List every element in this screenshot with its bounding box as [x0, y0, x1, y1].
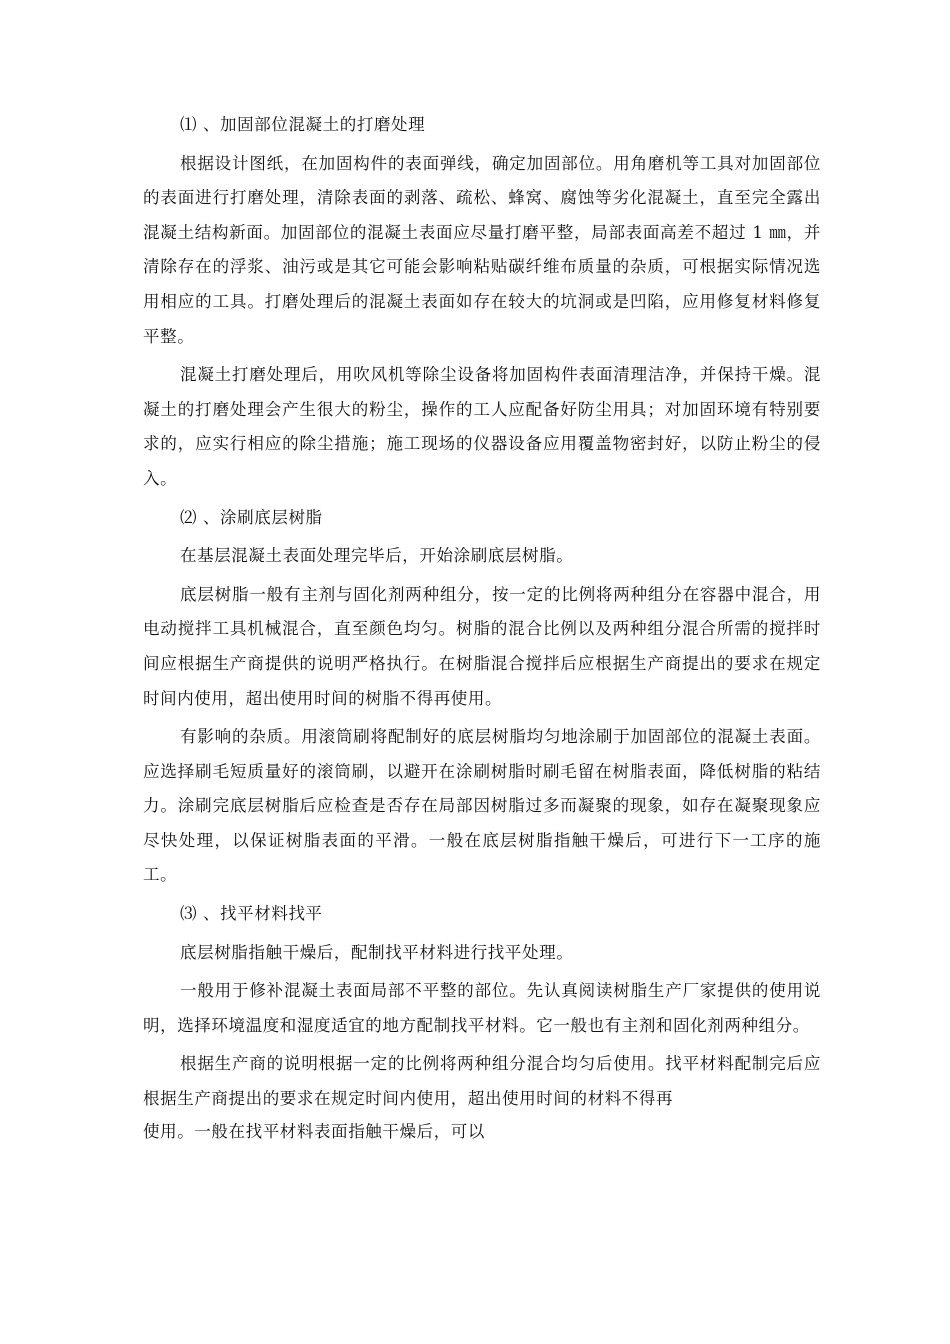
paragraph-leveling-mixing: 根据生产商的说明根据一定的比例将两种组分混合均匀后使用。找平材料配制完后应根据生产商提出的要求在规定时间内使用，超出使用时间的材料不得再	[143, 1054, 821, 1109]
paragraph-leveling-usage: 一般用于修补混凝土表面局部不平整的部位。先认真阅读树脂生产厂家提供的使用说明，选择环境温度和湿度适宜的地方配制找平材料。它一般也有主剂和固化剂两种组分。	[143, 981, 821, 1035]
section-heading-2: ⑵ 、涂刷底层树脂	[180, 507, 323, 527]
paragraph-primer-start: 在基层混凝土表面处理完毕后，开始涂刷底层树脂。	[180, 546, 574, 566]
paragraph-primer-mixing: 底层树脂一般有主剂与固化剂两种组分，按一定的比例将两种组分在容器中混合，用电动搅拌工具机械混合，直至颜色均匀。树脂的混合比例以及两种组分混合所需的搅拌时间应根据生产商提供的说明严格执行。在树脂混合搅拌后应根据生产商提出的要求在规定时间内使用，超出使用时间的树脂不得再使用。	[143, 584, 821, 708]
section-heading-3: ⑶ 、找平材料找平	[180, 904, 323, 924]
paragraph-dust-removal: 混凝土打磨处理后，用吹风机等除尘设备将加固构件表面清理洁净，并保持干燥。混凝土的打磨处理会产生很大的粉尘，操作的工人应配备好防尘用具；对加固环境有特别要求的，应实行相应的除尘措施；施工现场的仪器设备应用覆盖物密封好，以防止粉尘的侵入。	[143, 365, 821, 488]
paragraph-leveling-start: 底层树脂指触干燥后，配制找平材料进行找平处理。	[180, 942, 574, 962]
section-heading-1: ⑴ 、加固部位混凝土的打磨处理	[180, 115, 426, 134]
document-body	[143, 108, 821, 1147]
paragraph-grinding: 根据设计图纸，在加固构件的表面弹线，确定加固部位。用角磨机等工具对加固部位的表面进行打磨处理，清除表面的剥落、疏松、蜂窝、腐蚀等劣化混凝土，直至完全露出混凝土结构新面。加固部位的混凝土表面应尽量打磨平整，局部表面高差不超过 1 ㎜，并清除存在的浮浆、油污或是其它可能会影响粘贴碳纤维布质量的杂质，可根据实际情况选用相应的工具。打磨处理后的混凝土表面如存在较大的坑洞或是凹陷，应用修复材料修复平整。	[143, 153, 821, 346]
paragraph-primer-application: 有影响的杂质。用滚筒刷将配制好的底层树脂均匀地涂刷于加固部位的混凝土表面。应选择刷毛短质量好的滚筒刷，以避开在涂刷树脂时刷毛留在树脂表面，降低树脂的粘结力。涂刷完底层树脂后应检查是否存在局部因树脂过多而凝聚的现象，如存在凝聚现象应尽快处理，以保证树脂表面的平滑。一般在底层树脂指触干燥后，可进行下一工序的施工。	[143, 727, 821, 885]
paragraph-tail-line: 使用。一般在找平材料表面指触干燥后，可以	[143, 1121, 485, 1141]
